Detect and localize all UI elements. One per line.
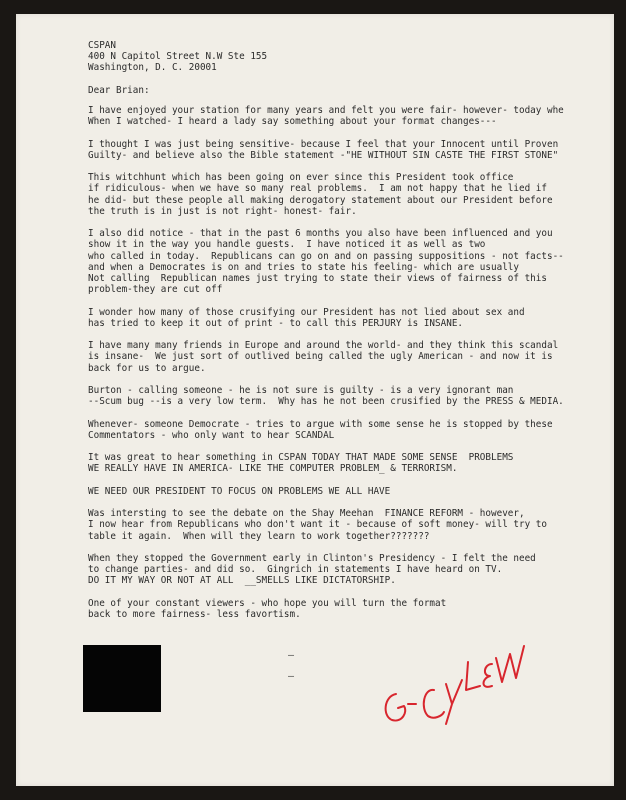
paragraph-line: the truth is in just is not right- honest- fair. [88,205,357,217]
redaction-box [83,645,161,712]
letter-paragraphs [88,105,603,620]
paragraph-line: problem-they are cut off [88,284,223,296]
paragraph-line: I have many many friends in Europe and around the world- and they think this scandal [88,340,559,352]
paragraph-line: When I watched- I heard a lady say something about your format changes--- [88,116,497,128]
paragraph-line: This witchhunt which has been going on ever since this President took office [88,172,514,184]
paragraph-line: and when a Democrates is on and tries to state his feeling- which are usually [88,261,519,273]
paragraph-line: One of your constant viewers - who hope you will turn the format [88,597,447,609]
paragraph-line: show it in the way you handle guests. I have noticed it as well as two [88,239,486,251]
paragraph-line: DO IT MY WAY OR NOT AT ALL __SMELLS LIKE DICTATORSHIP. [88,575,396,587]
recipient-address [88,40,603,74]
letter-paragraph [88,385,603,407]
paragraph-line: I wonder how many of those crusifying our President has not lied about sex and [88,306,525,318]
paragraph-line: back for us to argue. [88,362,206,374]
address-line: Washington, D. C. 20001 [88,62,217,74]
paragraph-line: Burton - calling someone - he is not sure is guilty - is a very ignorant man [88,384,514,396]
letter-paragraph [88,553,603,587]
letter-paragraph [88,228,603,295]
letter-paragraph [88,340,603,374]
pen-dash-mark: — [288,671,295,682]
letter-paragraph [88,139,603,161]
letter-paragraph [88,172,603,217]
paragraph-line: It was great to hear something in CSPAN TODAY THAT MADE SOME SENSE PROBLEMS [88,452,514,464]
paragraph-line: has tried to keep it out of print - to call this PERJURY is INSANE. [88,317,464,329]
letter-page [16,14,614,786]
handwritten-initials-signature [372,624,532,734]
paragraph-line: --Scum bug --is a very low term. Why has he not been crusified by the PRESS & MEDIA. [88,396,564,408]
paragraph-line: Whenever- someone Democrate - tries to argue with some sense he is stopped by these [88,418,553,430]
paragraph-line: I now hear from Republicans who don't want it - because of soft money- will try to [88,519,547,531]
letter-paragraph [88,508,603,542]
letter-paragraph [88,598,603,620]
letter-paragraph [88,419,603,441]
paragraph-line: if ridiculous- when we have so many real problems. I am not happy that he lied if [88,183,547,195]
paragraph-line: back to more fairness- less favortism. [88,608,301,620]
letter-paragraph [88,105,603,127]
letter-paragraph [88,307,603,329]
paragraph-line: he did- but these people all making derogatory statement about our President before [88,194,553,206]
paragraph-line: WE REALLY HAVE IN AMERICA- LIKE THE COMPUTER PROBLEM_ & TERRORISM. [88,463,458,475]
paragraph-line: When they stopped the Government early in Clinton's Presidency - I felt the need [88,552,536,564]
paragraph-line: is insane- We just sort of outlived being called the ugly American - and now it is [88,351,553,363]
address-line: CSPAN [88,40,116,51]
paragraph-line: I thought I was just being sensitive- because I feel that your Innocent until Proven [88,138,559,150]
paragraph-line: WE NEED OUR PRESIDENT TO FOCUS ON PROBLEMS WE ALL HAVE [88,485,391,497]
paragraph-line: I have enjoyed your station for many years and felt you were fair- however- today whe [88,105,564,116]
address-line: 400 N Capitol Street N.W Ste 155 [88,51,268,63]
paragraph-line: who called in today. Republicans can go on and on passing suppositions - not facts-- [88,250,564,262]
paragraph-line: Commentators - who only want to hear SCANDAL [88,429,335,441]
paragraph-line: Was intersting to see the debate on the Shay Meehan FINANCE REFORM - however, [88,508,525,520]
letter-paragraph [88,486,603,497]
salutation: Dear Brian: [88,84,150,96]
letter-body [88,40,603,620]
paragraph-line: I also did notice - that in the past 6 months you also have been influenced and you [88,228,553,240]
paragraph-line: to change parties- and did so. Gingrich in statements I have heard on TV. [88,564,503,576]
pen-dash-mark: — [288,650,295,661]
paragraph-line: Not calling Republican names just trying to state their views of fairness of this [88,273,547,284]
paragraph-line: table it again. When will they learn to work together??????? [88,530,430,542]
paragraph-line: Guilty- and believe also the Bible statement -"HE WITHOUT SIN CASTE THE FIRST STONE" [88,149,559,161]
scan-edge [0,786,626,800]
letter-paragraph [88,452,603,474]
